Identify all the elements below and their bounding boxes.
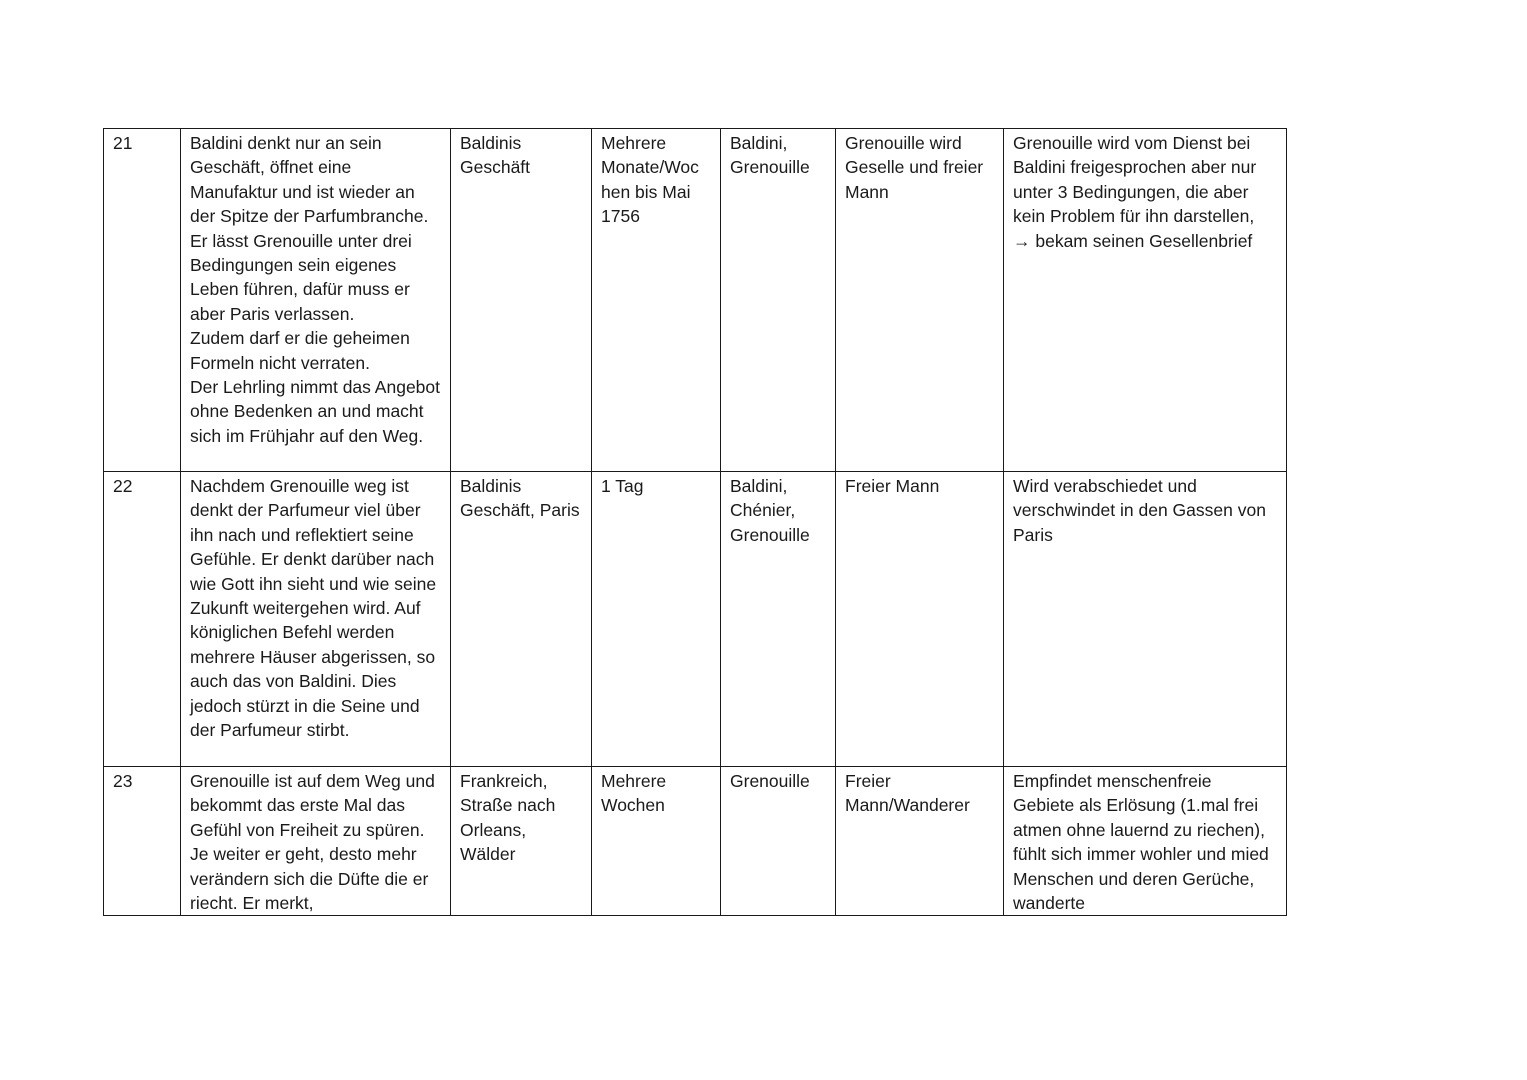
chapter-summary-table xyxy=(103,128,1287,916)
time-cell: Mehrere Wochen xyxy=(592,767,721,916)
location-cell: Frankreich, Straße nach Orleans, Wälder xyxy=(451,767,592,916)
content-cell: Grenouille ist auf dem Weg und bekommt das erste Mal das Gefühl von Freiheit zu spüren. Je weiter er geht, desto mehr verändern sich die Düfte die er riecht. Er merkt, xyxy=(181,767,451,916)
location-cell: Baldinis Geschäft, Paris xyxy=(451,472,592,767)
table-row xyxy=(104,472,1287,767)
table-row xyxy=(104,129,1287,472)
development-cell: Empfindet menschenfreie Gebiete als Erlösung (1.mal frei atmen ohne lauernd zu riechen), fühlt sich immer wohler und mied Menschen und deren Gerüche, wanderte xyxy=(1004,767,1287,916)
chapter-number-cell: 22 xyxy=(104,472,181,767)
chapter-number-cell: 21 xyxy=(104,129,181,472)
time-cell: Mehrere Monate/Woc hen bis Mai 1756 xyxy=(592,129,721,472)
content-cell: Nachdem Grenouille weg ist denkt der Parfumeur viel über ihn nach und reflektiert seine Gefühle. Er denkt darüber nach wie Gott ihn sieht und wie seine Zukunft weitergehen wird. Auf königlichen Befehl werden mehrere Häuser abgerissen, so auch das von Baldini. Dies jedoch stürzt in die Seine und der Parfumeur stirbt. xyxy=(181,472,451,767)
location-cell: Baldinis Geschäft xyxy=(451,129,592,472)
table-row xyxy=(104,767,1287,916)
role-cell: Grenouille wird Geselle und freier Mann xyxy=(836,129,1004,472)
role-cell: Freier Mann/Wanderer xyxy=(836,767,1004,916)
persons-cell: Grenouille xyxy=(721,767,836,916)
development-cell: Wird verabschiedet und verschwindet in den Gassen von Paris xyxy=(1004,472,1287,767)
chapter-number-cell: 23 xyxy=(104,767,181,916)
development-cell: Grenouille wird vom Dienst bei Baldini freigesprochen aber nur unter 3 Bedingungen, die aber kein Problem für ihn darstellen, → bekam seinen Gesellenbrief xyxy=(1004,129,1287,472)
role-cell: Freier Mann xyxy=(836,472,1004,767)
time-cell: 1 Tag xyxy=(592,472,721,767)
content-cell: Baldini denkt nur an sein Geschäft, öffnet eine Manufaktur und ist wieder an der Spitze der Parfumbranche. Er lässt Grenouille unter drei Bedingungen sein eigenes Leben führen, dafür muss er aber Paris verlassen. Zudem darf er die geheimen Formeln nicht verraten. Der Lehrling nimmt das Angebot ohne Bedenken an und macht sich im Frühjahr auf den Weg. xyxy=(181,129,451,472)
persons-cell: Baldini, Chénier, Grenouille xyxy=(721,472,836,767)
persons-cell: Baldini, Grenouille xyxy=(721,129,836,472)
